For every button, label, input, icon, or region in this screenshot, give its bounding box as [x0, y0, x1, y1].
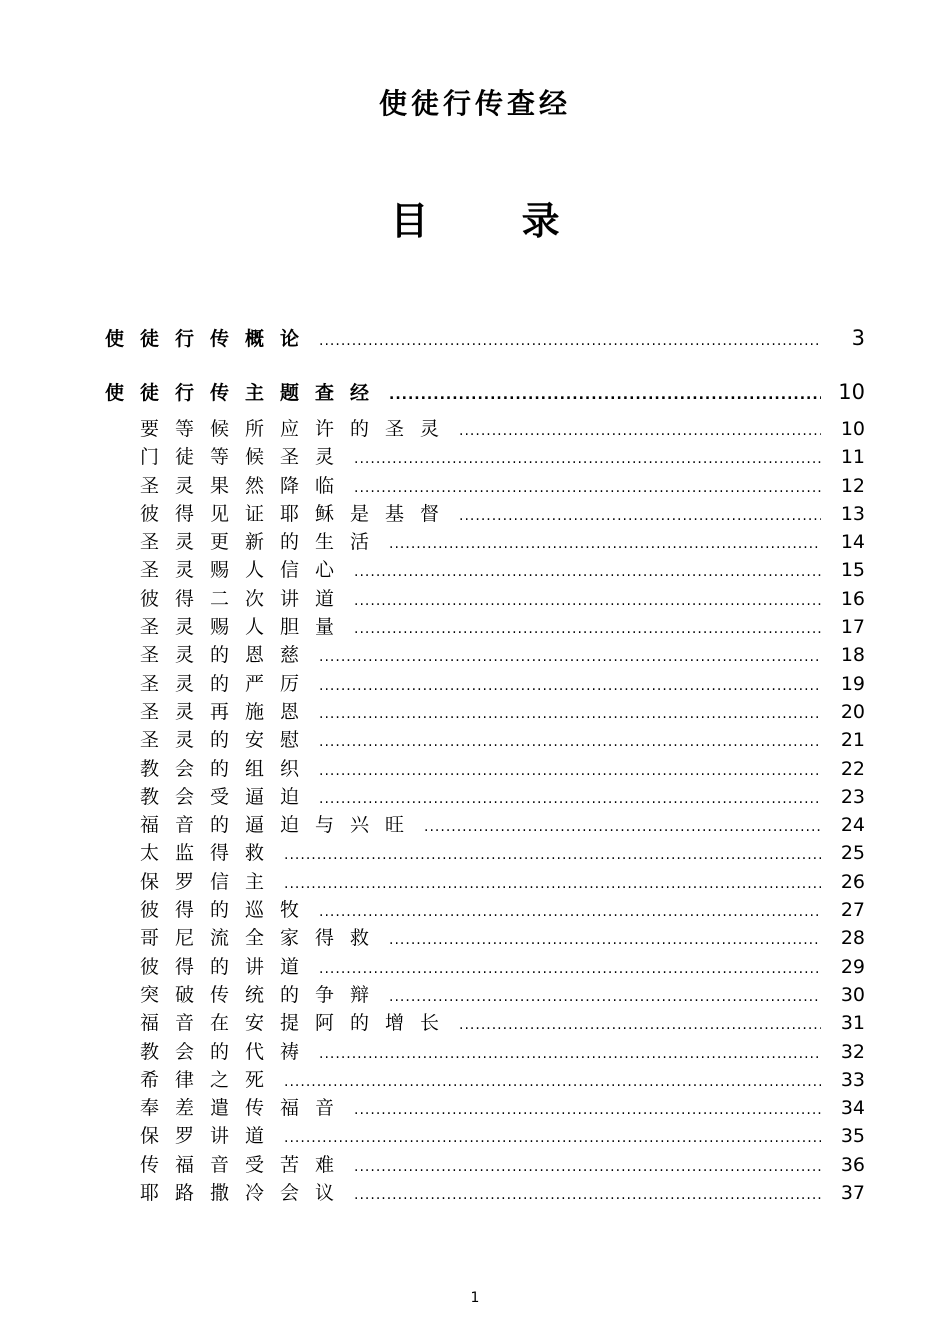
toc-leader-dots — [319, 763, 821, 779]
toc-entry[interactable] — [105, 1037, 865, 1065]
toc-entry[interactable] — [105, 555, 865, 583]
toc-entry-page: 31 — [840, 1012, 865, 1035]
book-title: 使徒行传查经 — [378, 87, 571, 120]
page-number: 1 — [470, 1290, 480, 1306]
toc-leader-dots — [459, 508, 821, 524]
toc-leader-dots — [354, 564, 821, 580]
toc-leader-dots — [284, 876, 821, 892]
toc-entry-page: 26 — [840, 870, 865, 893]
toc-entry-label: 教会的组织 — [140, 757, 316, 780]
toc-section-label: 使徒行传概论 — [105, 328, 316, 350]
toc-entry[interactable] — [105, 810, 865, 838]
toc-leader-dots — [354, 593, 821, 609]
toc-leader-dots — [284, 1130, 821, 1146]
toc-leader-dots — [319, 904, 821, 920]
toc-entry-label: 圣灵的安慰 — [140, 729, 316, 752]
toc-entry-label: 彼得的讲道 — [140, 955, 316, 978]
toc-entry-page: 10 — [840, 418, 865, 440]
toc-entry[interactable] — [105, 1150, 865, 1178]
toc-entry[interactable] — [105, 669, 865, 697]
toc-entry-page: 13 — [840, 502, 865, 525]
toc-entry-page: 34 — [840, 1097, 865, 1120]
toc-entry-label: 圣灵赐人信心 — [140, 559, 351, 582]
toc-entry[interactable] — [105, 612, 865, 640]
toc-entry-label: 突破传统的争辩 — [140, 983, 386, 1006]
toc-leader-dots — [319, 791, 821, 807]
toc-entry[interactable] — [105, 1178, 865, 1206]
toc-entry[interactable] — [105, 1093, 865, 1121]
toc-leader-dots — [459, 423, 821, 439]
toc-leader-dots — [319, 333, 821, 349]
toc-leader-dots — [284, 1074, 821, 1090]
toc-entry-label: 圣灵的严厉 — [140, 672, 316, 695]
toc-entry-page: 37 — [840, 1182, 865, 1205]
toc-entry[interactable] — [105, 923, 865, 951]
toc-entry-page: 35 — [840, 1125, 865, 1148]
toc-leader-dots — [319, 678, 821, 694]
toc-entry-page: 32 — [840, 1040, 865, 1063]
toc-entry-page: 18 — [840, 644, 865, 667]
toc-entry-page: 16 — [840, 587, 865, 610]
toc-entry-label: 福音的逼迫与兴旺 — [140, 814, 421, 837]
toc-entry-label: 保罗信主 — [140, 870, 281, 893]
toc-entry-label: 彼得二次讲道 — [140, 587, 351, 610]
toc-heading: 目 录 — [390, 199, 600, 243]
toc-entry-label: 教会受逼迫 — [140, 785, 316, 808]
toc-leader-dots — [354, 480, 821, 496]
toc-leader-dots — [354, 451, 821, 467]
toc-section-page: 3 — [851, 326, 865, 350]
toc-entry-page: 15 — [840, 559, 865, 582]
toc-entry-label: 要等候所应许的圣灵 — [140, 418, 456, 440]
toc-leader-dots — [354, 1159, 821, 1175]
toc-entry-label: 哥尼流全家得救 — [140, 927, 386, 950]
toc-entry-page: 21 — [840, 729, 865, 752]
toc-entry[interactable] — [105, 640, 865, 668]
toc-entry-page: 20 — [840, 700, 865, 723]
toc-leader-dots — [319, 961, 821, 977]
toc-entry-label: 圣灵更新的生活 — [140, 531, 386, 554]
toc-entry-label: 福音在安提阿的增长 — [140, 1012, 456, 1035]
toc-leader-dots — [319, 734, 821, 750]
toc-leader-dots — [354, 1102, 821, 1118]
toc-leader-dots — [354, 1187, 821, 1203]
toc-section-topics[interactable] — [105, 378, 865, 414]
toc-entry-page: 24 — [840, 814, 865, 837]
toc-entry-page: 27 — [840, 899, 865, 922]
toc-entry[interactable] — [105, 1008, 865, 1036]
toc-entry-page: 12 — [840, 474, 865, 497]
toc-entry-label: 教会的代祷 — [140, 1040, 316, 1063]
toc-leader-dots — [389, 989, 821, 1005]
toc-leader-dots — [424, 819, 821, 835]
toc-entry-label: 传福音受苦难 — [140, 1153, 351, 1176]
toc-entry-label: 彼得的巡牧 — [140, 899, 316, 922]
toc-entry[interactable] — [105, 980, 865, 1008]
toc-entry-page: 23 — [840, 785, 865, 808]
toc-leader-dots — [389, 536, 821, 552]
toc-entry[interactable] — [105, 414, 865, 442]
toc-entry[interactable] — [105, 1121, 865, 1149]
toc-leader-dots — [389, 387, 821, 403]
toc-entry-label: 门徒等候圣灵 — [140, 446, 351, 469]
toc-entry-label: 耶路撒冷会议 — [140, 1182, 351, 1205]
toc-entry[interactable] — [105, 527, 865, 555]
toc-entry[interactable] — [105, 952, 865, 980]
toc-leader-dots — [319, 649, 821, 665]
toc-entry-label: 圣灵赐人胆量 — [140, 616, 351, 639]
toc-entry[interactable] — [105, 754, 865, 782]
toc-entry[interactable] — [105, 725, 865, 753]
toc-entry[interactable] — [105, 867, 865, 895]
toc-entry-label: 希律之死 — [140, 1068, 281, 1091]
toc-entry[interactable] — [105, 584, 865, 612]
toc-section-label: 使徒行传主题查经 — [105, 382, 386, 404]
toc-entry-label: 保罗讲道 — [140, 1125, 281, 1148]
toc-leader-dots — [284, 847, 821, 863]
toc-entry[interactable] — [105, 471, 865, 499]
toc-entry-label: 圣灵的恩慈 — [140, 644, 316, 667]
toc-entry-page: 11 — [840, 446, 865, 469]
toc-entry-page: 30 — [840, 983, 865, 1006]
toc-entry-page: 36 — [840, 1153, 865, 1176]
toc-entry-page: 29 — [840, 955, 865, 978]
toc-entry-page: 22 — [840, 757, 865, 780]
toc-entry-label: 圣灵再施恩 — [140, 700, 316, 723]
toc-entry-page: 17 — [840, 616, 865, 639]
toc-entry[interactable] — [105, 895, 865, 923]
toc-entry[interactable] — [105, 1065, 865, 1093]
toc-entry-label: 圣灵果然降临 — [140, 474, 351, 497]
toc-entry-page: 25 — [840, 842, 865, 865]
toc-section-overview[interactable] — [105, 324, 865, 360]
toc-entry-page: 33 — [840, 1068, 865, 1091]
table-of-contents — [105, 324, 865, 1206]
toc-entry-label: 奉差遣传福音 — [140, 1097, 351, 1120]
toc-section-page: 10 — [838, 380, 865, 404]
toc-leader-dots — [389, 932, 821, 948]
toc-entry-label: 彼得见证耶稣是基督 — [140, 502, 456, 525]
toc-entry-label: 太监得救 — [140, 842, 281, 865]
toc-entry-page: 28 — [840, 927, 865, 950]
toc-leader-dots — [459, 1017, 821, 1033]
toc-leader-dots — [319, 706, 821, 722]
toc-entry-page: 14 — [840, 531, 865, 554]
toc-entry-page: 19 — [840, 672, 865, 695]
toc-entry[interactable] — [105, 838, 865, 866]
toc-leader-dots — [319, 1046, 821, 1062]
toc-entry-list — [105, 414, 865, 1206]
toc-entry[interactable] — [105, 499, 865, 527]
toc-leader-dots — [354, 621, 821, 637]
toc-entry[interactable] — [105, 782, 865, 810]
toc-entry[interactable] — [105, 697, 865, 725]
toc-entry[interactable] — [105, 442, 865, 470]
